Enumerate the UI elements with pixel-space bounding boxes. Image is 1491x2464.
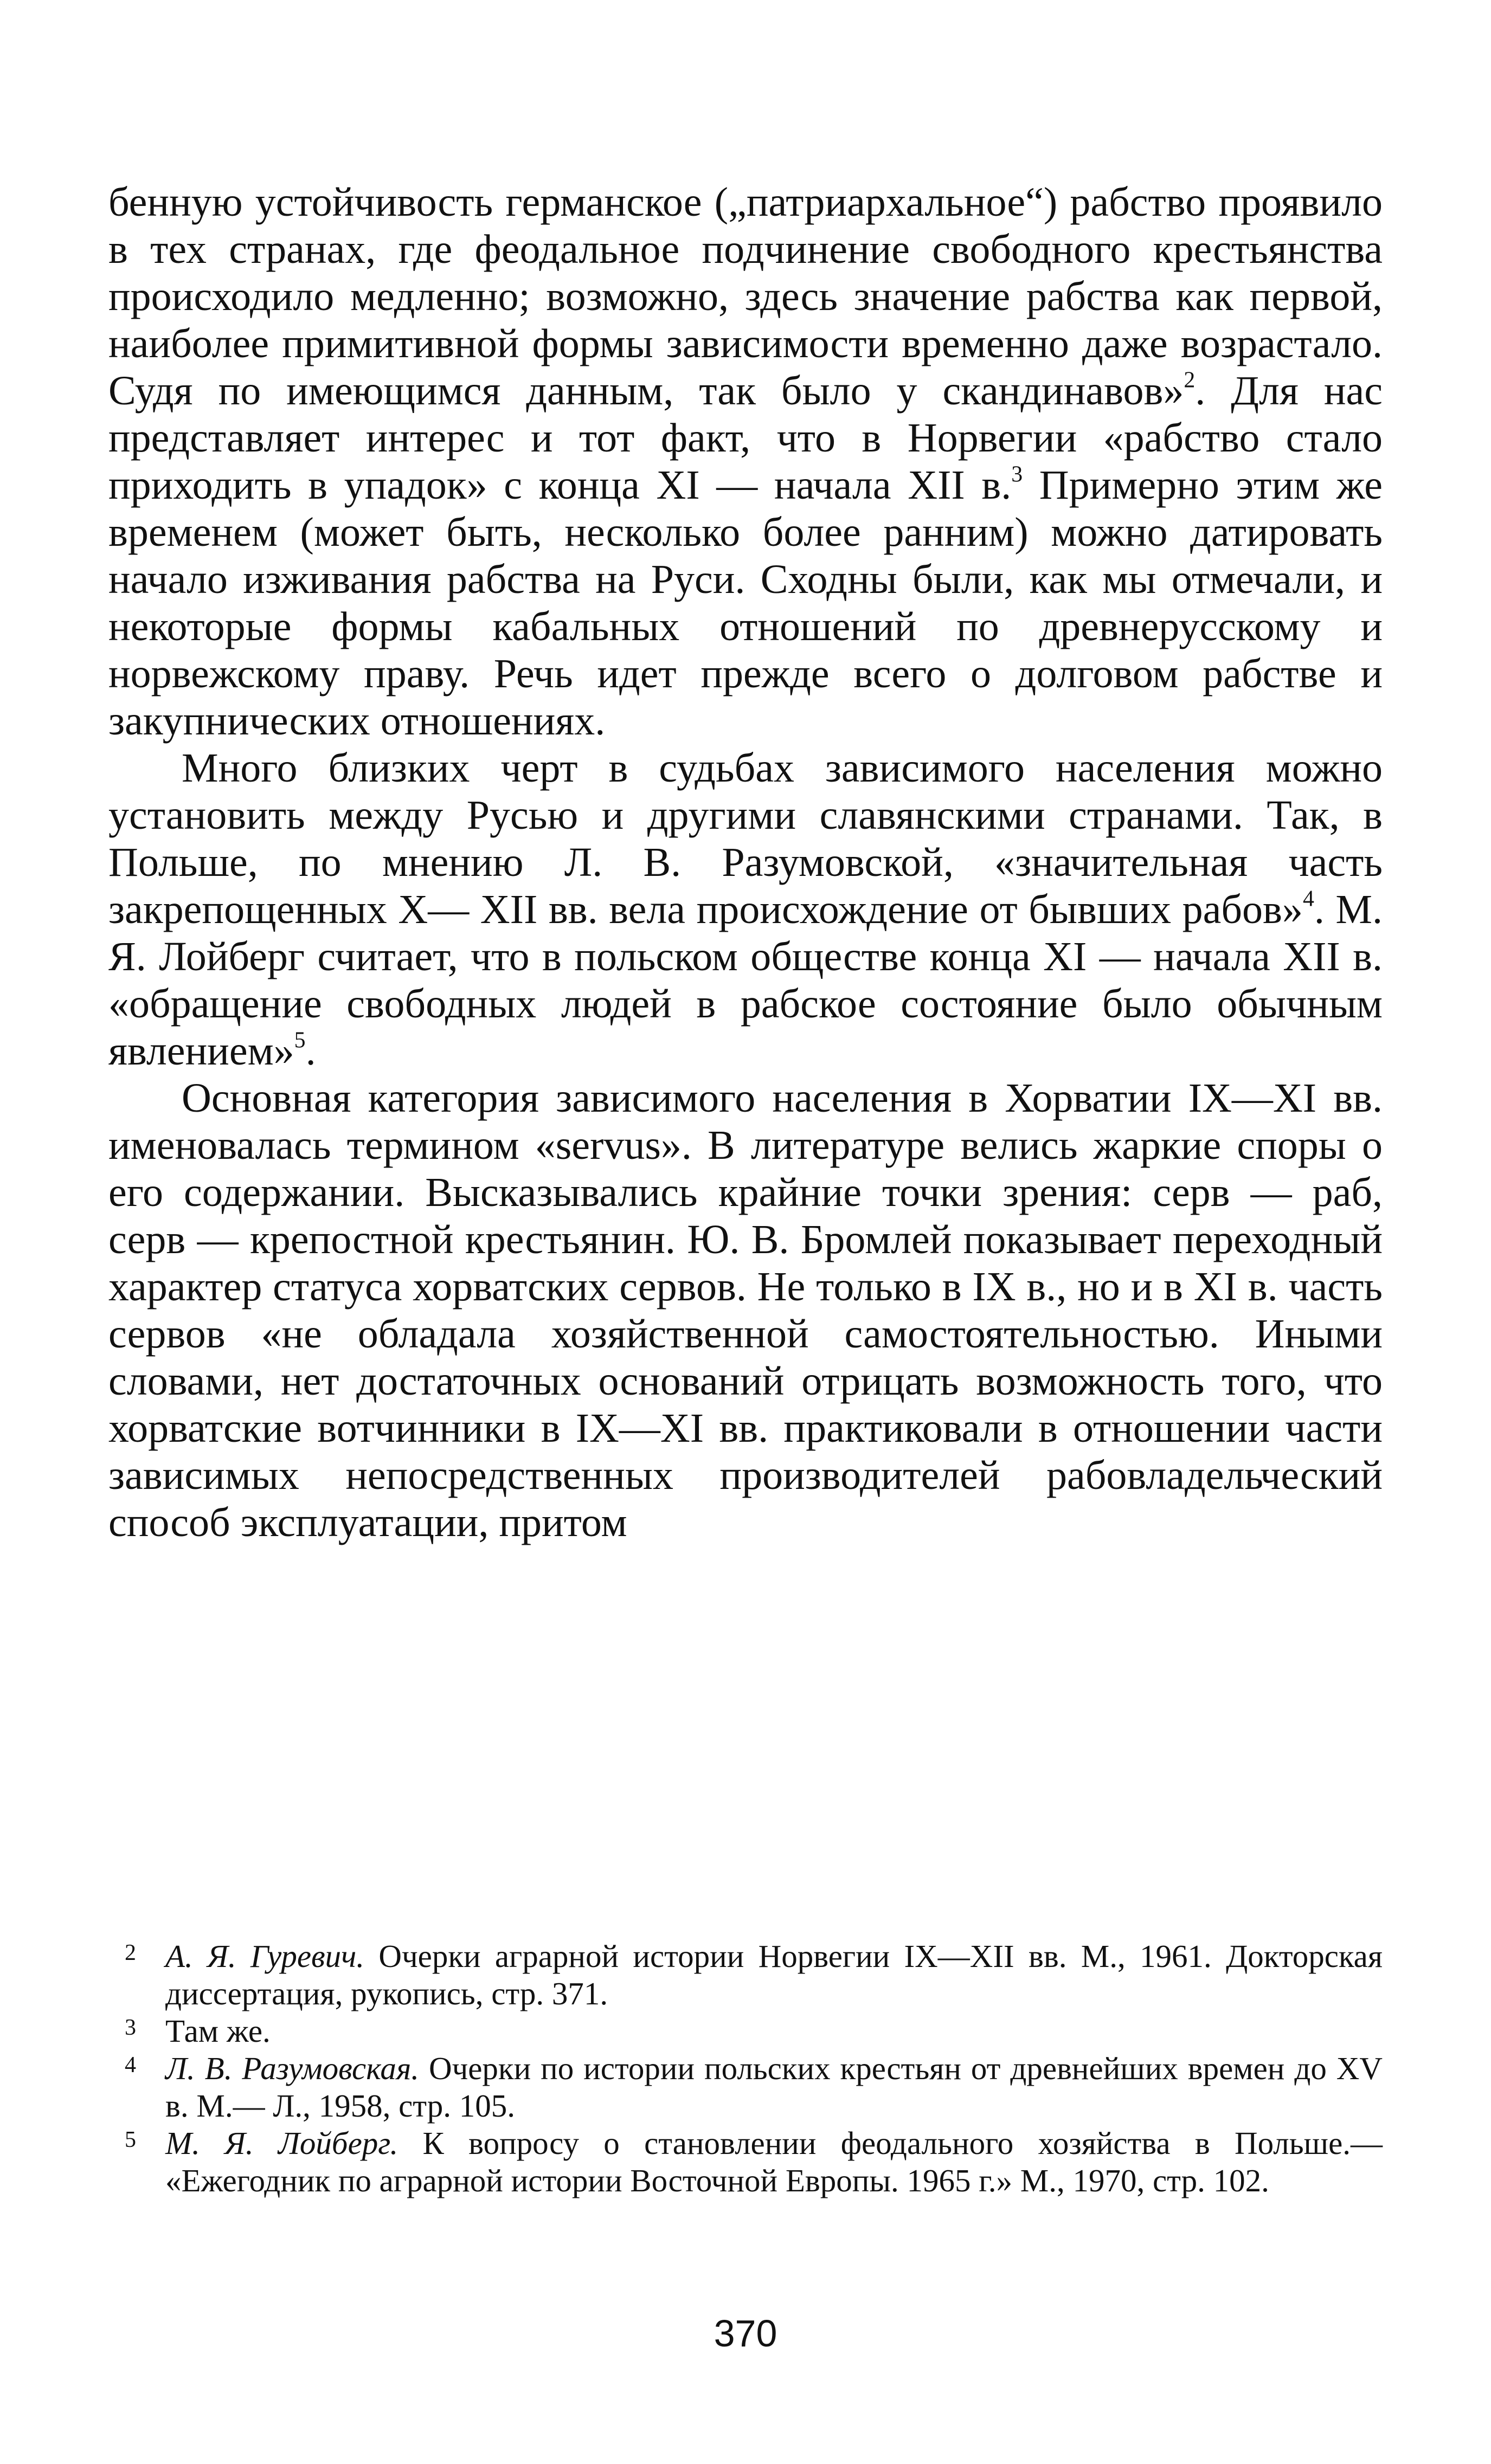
footnote-text: Очерки по истории польских крестьян от древнейших времен до XV в. М.— Л., 1958, стр. 105. <box>165 2050 1383 2124</box>
footnote-text: Очерки аграрной истории Норвегии IX—XII вв. М., 1961. Докторская диссертация, рукопись, стр. 371. <box>165 1938 1383 2011</box>
footnote-2 <box>108 1938 1383 2013</box>
page-number: 370 <box>714 2312 777 2355</box>
paragraph-2 <box>108 745 1383 1075</box>
footnote-ref-4: 4 <box>1302 886 1314 912</box>
footnote-number: 5 <box>125 2127 136 2152</box>
footnote-author: Л. В. Разумовская. <box>165 2050 420 2086</box>
footnote-number: 3 <box>125 2015 136 2040</box>
footnotes <box>108 1938 1383 2199</box>
paragraph-2-text-b: . М. Я. Лойберг считает, что в польском обществе конца XI — начала XII в. «обращение свободных людей в рабское состояние было обычным явлением» <box>108 887 1383 1074</box>
paragraph-1-text-c: Примерно этим же временем (может быть, несколько более ранним) можно датировать начало изживания рабства на Руси. Сходны были, как мы отмечали, и некоторые формы кабальных отношений по древнерусскому и норвежскому праву. Речь идет прежде всего о долговом рабстве и закупнических отношениях. <box>108 462 1383 744</box>
paragraph-1-text-a: бенную устойчивость германское („патриархальное“) рабство проявило в тех странах, где феодальное подчинение свободного крестьянства происходило медленно; возможно, здесь значение рабства как первой, наиболее примитивной формы зависимости временно даже возрастало. Судя по имеющимся данным, так было у скандинавов» <box>108 179 1383 414</box>
footnote-5 <box>108 2125 1383 2199</box>
paragraph-3-text: Основная категория зависимого населения в Хорватии IX—XI вв. именовалась термином «servus». В литературе велись жаркие споры о его содержании. Высказывались крайние точки зрения: серв — раб, серв — крепостной крестьянин. Ю. В. Бромлей показывает переходный характер статуса хорватских сервов. Не только в IX в., но и в XI в. часть сервов «не обладала хозяйственной самостоятельностью. Иными словами, нет достаточных оснований отрицать возможность того, что хорватские вотчинники в IX—XI вв. практиковали в отношении части зависимых непосредственных производителей рабовладельческий способ эксплуатации, притом <box>108 1075 1383 1545</box>
footnote-ref-5: 5 <box>294 1028 306 1053</box>
paragraph-2-text-c: . <box>305 1028 316 1074</box>
paragraph-3 <box>108 1075 1383 1546</box>
footnote-ref-2: 2 <box>1184 367 1196 393</box>
footnote-author: А. Я. Гуревич. <box>165 1938 365 1974</box>
paragraph-2-text-a: Много близких черт в судьбах зависимого населения можно установить между Русью и другими славянскими странами. Так, в Польше, по мнению Л. В. Разумовской, «значительная часть закрепощенных X— XII вв. вела происхождение от бывших рабов» <box>108 745 1383 932</box>
paragraph-1-text-b: . Для нас представляет интерес и тот факт, что в Норвегии «рабство стало приходить в упадок» с конца XI — начала XII в. <box>108 368 1383 508</box>
footnote-4 <box>108 2050 1383 2125</box>
paragraph-1 <box>108 179 1383 745</box>
footnote-text: Там же. <box>165 2013 271 2049</box>
footnote-number: 4 <box>125 2053 136 2078</box>
footnote-ref-3: 3 <box>1011 462 1023 487</box>
main-text <box>108 179 1383 1546</box>
footnote-number: 2 <box>125 1940 136 1965</box>
footnote-author: М. Я. Лойберг. <box>165 2125 399 2161</box>
footnote-text: К вопросу о становлении феодального хозяйства в Польше.— «Ежегодник по аграрной истории Восточной Европы. 1965 г.» М., 1970, стр. 102. <box>165 2125 1383 2198</box>
footnote-3 <box>108 2013 1383 2050</box>
